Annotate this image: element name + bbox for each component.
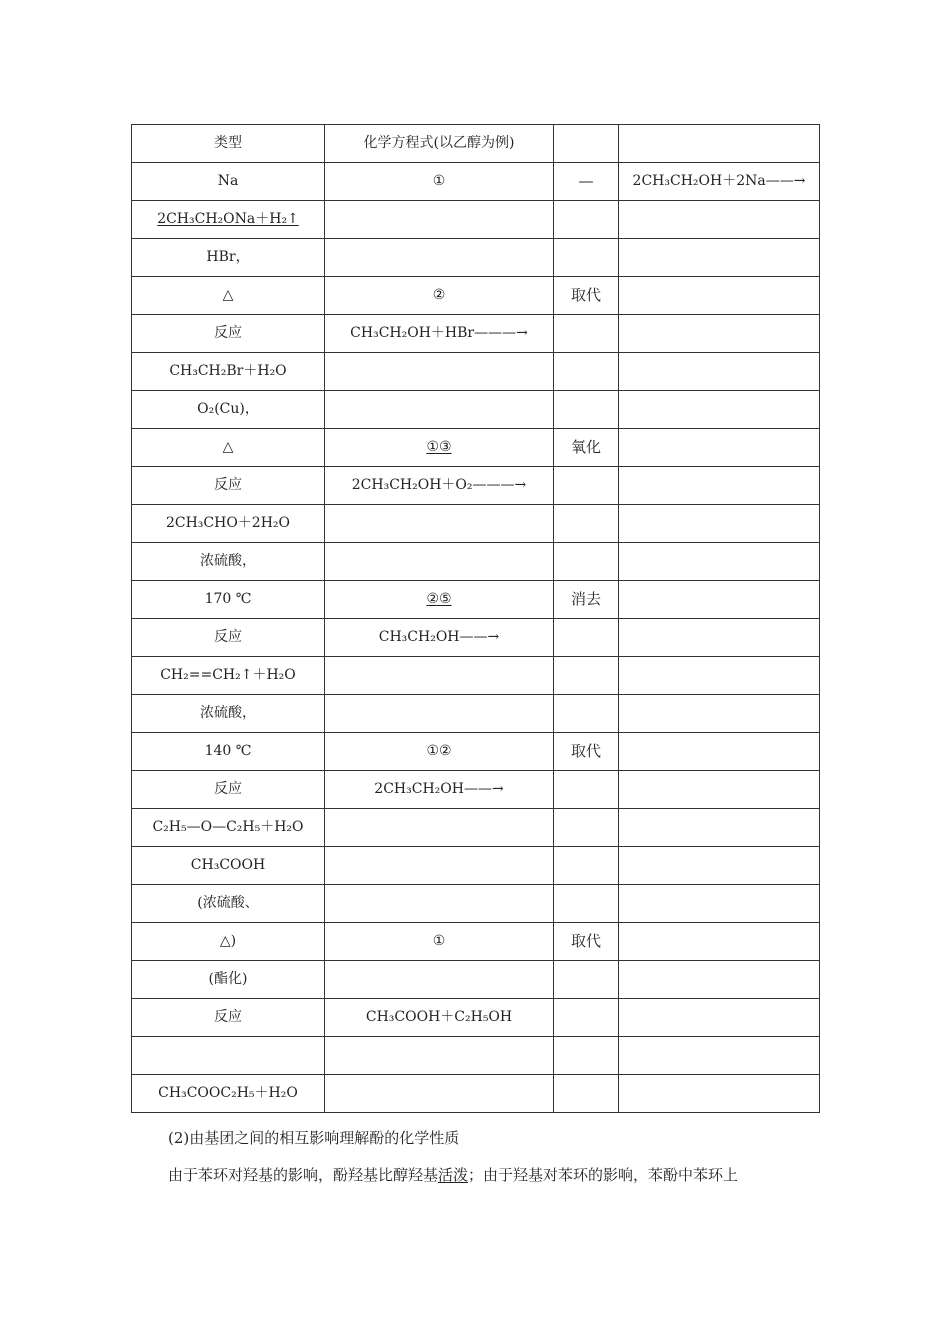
paragraph-text-a: 由于苯环对羟基的影响，酚羟基比醇羟基 bbox=[168, 1166, 439, 1184]
table-cell bbox=[132, 771, 325, 809]
table-cell bbox=[554, 923, 619, 961]
table-cell bbox=[619, 429, 820, 467]
table-cell bbox=[132, 391, 325, 429]
table-row bbox=[132, 581, 820, 619]
table-cell bbox=[325, 847, 554, 885]
cell-text: C₂H₅—O—C₂H₅＋H₂O bbox=[152, 818, 304, 835]
cell-text: CH₂==CH₂↑＋H₂O bbox=[160, 666, 296, 683]
table-cell bbox=[554, 505, 619, 543]
cell-text: ① bbox=[432, 172, 446, 189]
cell-text: 2CH₃CH₂OH＋2Na——→ bbox=[632, 172, 806, 189]
cell-text: ② bbox=[432, 286, 446, 303]
cell-text: △ bbox=[222, 438, 234, 455]
table-cell bbox=[554, 885, 619, 923]
table-cell bbox=[554, 771, 619, 809]
table-cell bbox=[554, 961, 619, 999]
cell-text: ②⑤ bbox=[426, 590, 452, 607]
table-cell bbox=[554, 695, 619, 733]
table-cell bbox=[554, 353, 619, 391]
table-cell bbox=[554, 999, 619, 1037]
table-cell bbox=[325, 201, 554, 239]
table-row bbox=[132, 695, 820, 733]
table-cell bbox=[554, 163, 619, 201]
table-cell bbox=[619, 239, 820, 277]
table-cell bbox=[554, 657, 619, 695]
cell-text: △) bbox=[219, 932, 237, 949]
table-row bbox=[132, 163, 820, 201]
paragraph-underlined-answer: 活泼 bbox=[438, 1166, 469, 1184]
table-cell bbox=[325, 885, 554, 923]
table-cell bbox=[325, 277, 554, 315]
table-cell bbox=[132, 353, 325, 391]
cell-text: 2CH₃CH₂ONa＋H₂↑ bbox=[157, 210, 299, 227]
cell-text: 反应 bbox=[214, 780, 242, 797]
table-row bbox=[132, 125, 820, 163]
cell-text: 氧化 bbox=[570, 438, 601, 457]
table-cell bbox=[325, 239, 554, 277]
table-cell bbox=[619, 315, 820, 353]
table-cell bbox=[619, 695, 820, 733]
cell-text: CH₃CH₂Br＋H₂O bbox=[169, 362, 287, 379]
table-cell bbox=[132, 885, 325, 923]
table-row bbox=[132, 733, 820, 771]
table-cell bbox=[554, 467, 619, 505]
cell-text: CH₃CH₂OH——→ bbox=[378, 628, 500, 645]
table-cell bbox=[554, 125, 619, 163]
table-row bbox=[132, 809, 820, 847]
cell-text: 消去 bbox=[570, 590, 601, 609]
table-cell bbox=[132, 619, 325, 657]
table-cell bbox=[619, 391, 820, 429]
cell-text: 反应 bbox=[214, 324, 242, 341]
table-cell bbox=[619, 201, 820, 239]
table-cell bbox=[554, 277, 619, 315]
cell-text: ①② bbox=[426, 742, 452, 759]
table-row bbox=[132, 771, 820, 809]
table-cell bbox=[132, 1075, 325, 1113]
table-cell bbox=[619, 1075, 820, 1113]
table-cell bbox=[554, 733, 619, 771]
cell-text: ①③ bbox=[426, 438, 452, 455]
table-cell bbox=[554, 1037, 619, 1075]
table-cell bbox=[325, 999, 554, 1037]
table-cell bbox=[619, 885, 820, 923]
table-cell bbox=[619, 733, 820, 771]
cell-text: 140 ℃ bbox=[204, 742, 252, 759]
cell-text: 反应 bbox=[214, 1008, 242, 1025]
table-cell bbox=[619, 657, 820, 695]
cell-text: 浓硫酸， bbox=[200, 552, 256, 569]
cell-text: 2CH₃CHO＋2H₂O bbox=[165, 514, 291, 531]
table-cell bbox=[554, 809, 619, 847]
table-cell bbox=[325, 771, 554, 809]
table-cell bbox=[325, 619, 554, 657]
table-cell bbox=[132, 923, 325, 961]
table-cell bbox=[325, 1037, 554, 1075]
table-cell bbox=[132, 163, 325, 201]
table-cell bbox=[132, 961, 325, 999]
table-cell bbox=[325, 695, 554, 733]
table-cell bbox=[325, 581, 554, 619]
table-cell bbox=[619, 1037, 820, 1075]
cell-text: △ bbox=[222, 286, 234, 303]
table-cell bbox=[619, 467, 820, 505]
table-cell bbox=[132, 429, 325, 467]
table-cell bbox=[132, 695, 325, 733]
table-row bbox=[132, 391, 820, 429]
cell-text: O₂(Cu)， bbox=[197, 400, 259, 417]
table-row bbox=[132, 277, 820, 315]
cell-text: CH₃COOH bbox=[190, 856, 266, 873]
cell-text: CH₃COOC₂H₅＋H₂O bbox=[158, 1084, 298, 1101]
table-cell bbox=[325, 1075, 554, 1113]
cell-text: 170 ℃ bbox=[204, 590, 252, 607]
cell-text: CH₃CH₂OH＋HBr———→ bbox=[350, 324, 528, 341]
section-heading: (2)由基团之间的相互影响理解酚的化学性质 bbox=[168, 1129, 460, 1147]
table-cell bbox=[325, 125, 554, 163]
table-cell bbox=[132, 277, 325, 315]
table-cell bbox=[132, 239, 325, 277]
table-cell bbox=[325, 467, 554, 505]
table-cell bbox=[325, 163, 554, 201]
cell-text: HBr， bbox=[206, 248, 250, 265]
cell-text: 类型 bbox=[214, 134, 242, 151]
table-cell bbox=[619, 847, 820, 885]
table-row bbox=[132, 1037, 820, 1075]
table-cell bbox=[325, 657, 554, 695]
table-row bbox=[132, 847, 820, 885]
table-cell bbox=[619, 125, 820, 163]
table-cell bbox=[619, 581, 820, 619]
table-cell bbox=[554, 315, 619, 353]
table-cell bbox=[132, 505, 325, 543]
table-cell bbox=[325, 505, 554, 543]
cell-text: 浓硫酸， bbox=[200, 704, 256, 721]
table-row bbox=[132, 885, 820, 923]
table-row bbox=[132, 619, 820, 657]
cell-text: 2CH₃CH₂OH——→ bbox=[374, 780, 504, 797]
cell-text: — bbox=[578, 172, 594, 191]
table-cell bbox=[132, 1037, 325, 1075]
table-cell bbox=[325, 923, 554, 961]
table-cell bbox=[554, 429, 619, 467]
table-cell bbox=[619, 961, 820, 999]
table-cell bbox=[325, 429, 554, 467]
table-cell bbox=[325, 391, 554, 429]
table-cell bbox=[619, 923, 820, 961]
table-cell bbox=[325, 315, 554, 353]
table-cell bbox=[554, 581, 619, 619]
table-cell bbox=[325, 961, 554, 999]
paragraph-text-c: ；由于羟基对苯环的影响，苯酚中苯环上 bbox=[468, 1166, 739, 1184]
table-row bbox=[132, 353, 820, 391]
cell-text: 反应 bbox=[214, 476, 242, 493]
cell-text: 取代 bbox=[570, 932, 601, 951]
cell-text: 反应 bbox=[214, 628, 242, 645]
table-row bbox=[132, 1075, 820, 1113]
cell-text: ① bbox=[432, 932, 446, 949]
reaction-table bbox=[131, 124, 820, 1113]
table-cell bbox=[132, 467, 325, 505]
cell-text: (酯化) bbox=[208, 970, 248, 987]
table-cell bbox=[619, 771, 820, 809]
table-cell bbox=[619, 163, 820, 201]
table-cell bbox=[132, 657, 325, 695]
table-cell bbox=[619, 543, 820, 581]
table-cell bbox=[554, 619, 619, 657]
table-row bbox=[132, 923, 820, 961]
cell-text: 2CH₃CH₂OH＋O₂———→ bbox=[351, 476, 527, 493]
table-row bbox=[132, 201, 820, 239]
table-cell bbox=[554, 391, 619, 429]
table-row bbox=[132, 657, 820, 695]
table-cell bbox=[619, 505, 820, 543]
table-cell bbox=[132, 315, 325, 353]
cell-text: CH₃COOH＋C₂H₅OH bbox=[365, 1008, 513, 1025]
table-cell bbox=[132, 201, 325, 239]
table-cell bbox=[132, 847, 325, 885]
table-cell bbox=[132, 809, 325, 847]
table-cell bbox=[325, 543, 554, 581]
table-row bbox=[132, 961, 820, 999]
table-row bbox=[132, 467, 820, 505]
cell-text: 取代 bbox=[570, 286, 601, 305]
cell-text: 取代 bbox=[570, 742, 601, 761]
table-cell bbox=[619, 999, 820, 1037]
table-cell bbox=[619, 809, 820, 847]
table-cell bbox=[132, 125, 325, 163]
table-cell bbox=[554, 1075, 619, 1113]
table-cell bbox=[132, 543, 325, 581]
table-cell bbox=[325, 353, 554, 391]
table-cell bbox=[554, 201, 619, 239]
table-cell bbox=[325, 733, 554, 771]
table-row bbox=[132, 429, 820, 467]
table-cell bbox=[132, 733, 325, 771]
cell-text: (浓硫酸、 bbox=[197, 894, 259, 911]
cell-text: 化学方程式(以乙醇为例) bbox=[363, 134, 515, 151]
table-cell bbox=[619, 277, 820, 315]
table-row bbox=[132, 505, 820, 543]
table-cell bbox=[132, 999, 325, 1037]
table-cell bbox=[619, 353, 820, 391]
table-row bbox=[132, 543, 820, 581]
table-cell bbox=[619, 619, 820, 657]
cell-text: Na bbox=[217, 172, 239, 189]
table-cell bbox=[325, 809, 554, 847]
table-cell bbox=[554, 239, 619, 277]
table-row bbox=[132, 999, 820, 1037]
table-cell bbox=[554, 543, 619, 581]
body-paragraph bbox=[168, 1164, 738, 1185]
table-row bbox=[132, 239, 820, 277]
table-cell bbox=[554, 847, 619, 885]
table-row bbox=[132, 315, 820, 353]
table-cell bbox=[132, 581, 325, 619]
